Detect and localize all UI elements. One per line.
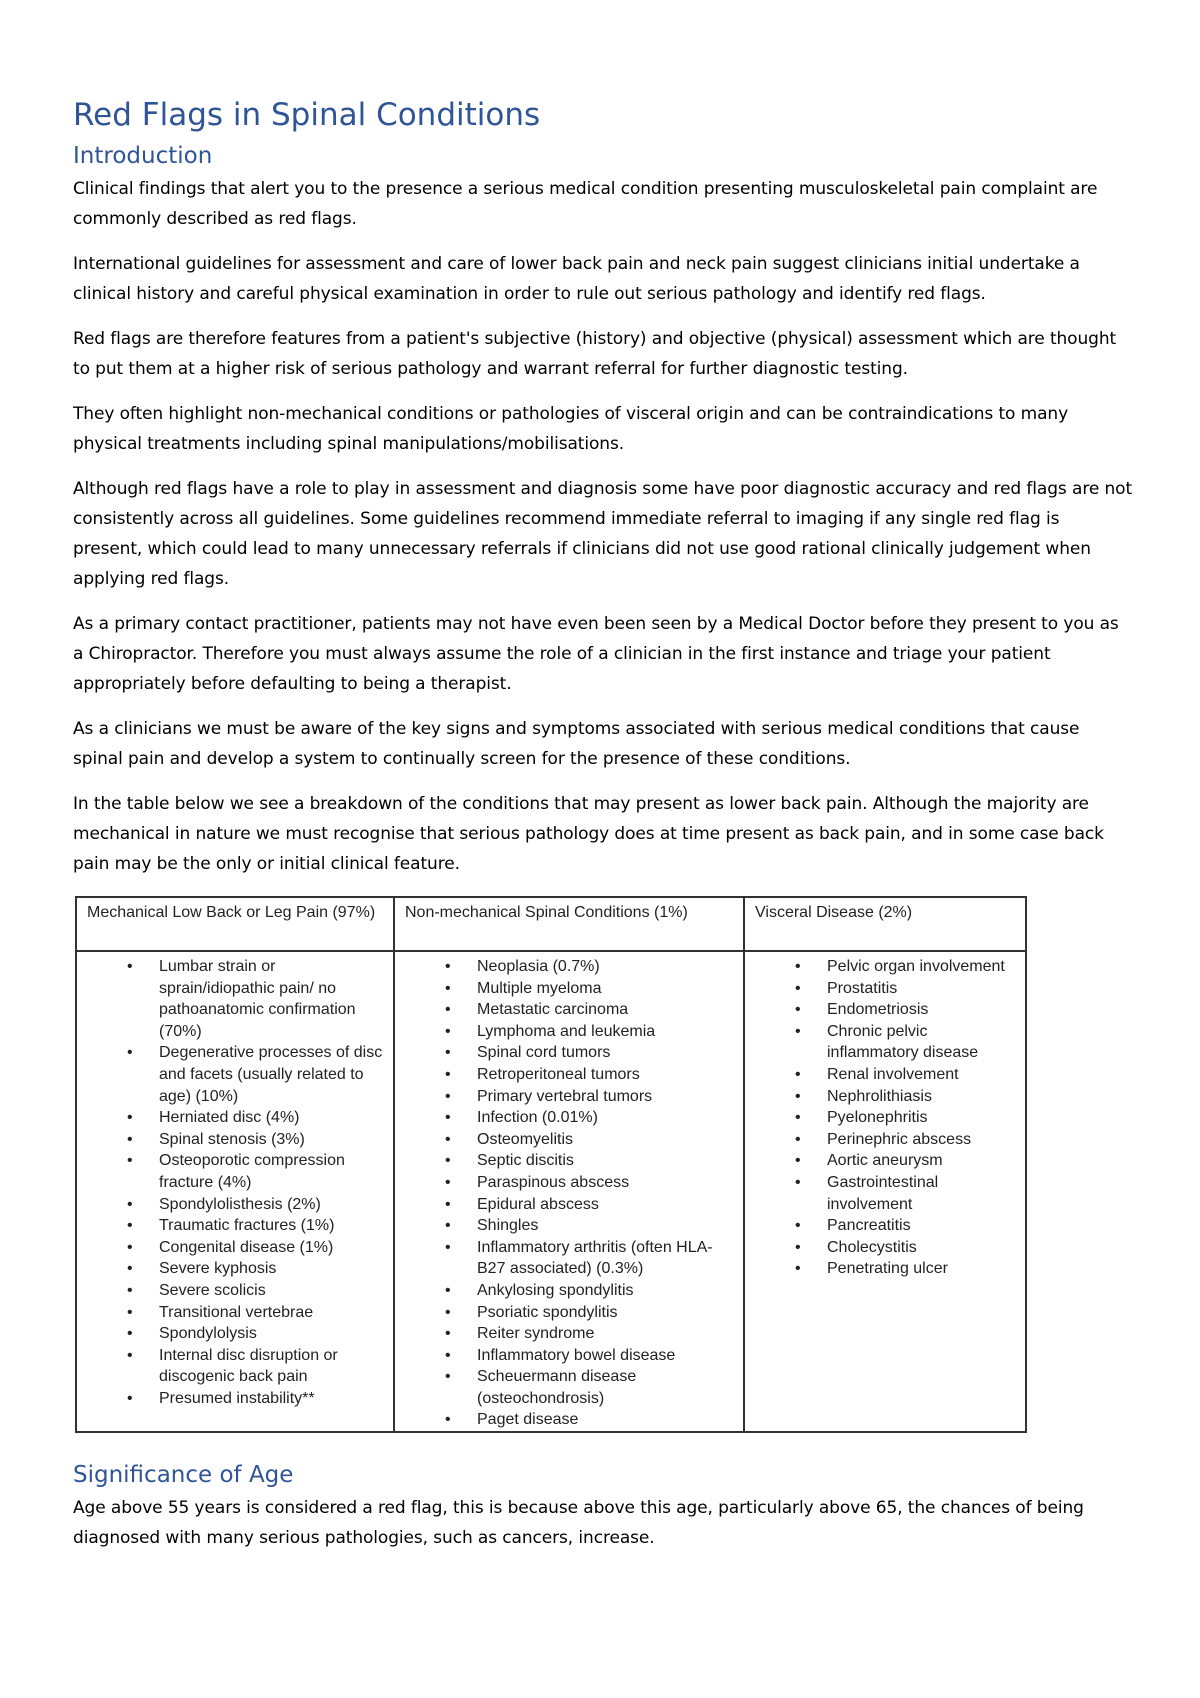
list-item: • Reiter syndrome bbox=[477, 1323, 737, 1345]
list-item: • Pancreatitis bbox=[827, 1215, 1019, 1237]
document-page bbox=[73, 92, 1133, 1568]
non-mechanical-cell bbox=[394, 951, 744, 1432]
introduction-heading: Introduction bbox=[73, 143, 213, 169]
table-header-visceral: Visceral Disease (2%) bbox=[744, 897, 1026, 951]
list-item: • Perinephric abscess bbox=[827, 1129, 1019, 1151]
list-item: • Internal disc disruption or discogenic back pain bbox=[159, 1345, 387, 1388]
list-item: • Chronic pelvic inflammatory disease bbox=[827, 1021, 1019, 1064]
list-item: • Traumatic fractures (1%) bbox=[159, 1215, 387, 1237]
list-item: • Prostatitis bbox=[827, 978, 1019, 1000]
paragraph: They often highlight non-mechanical conditions or pathologies of visceral origin and can be contraindications to many physical treatments including spinal manipulations/mobilisations. bbox=[73, 404, 1069, 454]
list-item: • Spinal stenosis (3%) bbox=[159, 1129, 387, 1151]
conditions-table bbox=[75, 896, 1027, 1433]
paragraph: Although red flags have a role to play in assessment and diagnosis some have poor diagnostic accuracy and red flags are not consistently across all guidelines. Some guidelines recommend immediate referral to imaging if any single red flag is present, which could lead to many unnecessary referrals if clinicians did not use good rational clinically judgement when applying red flags. bbox=[73, 479, 1133, 589]
list-item: • Osteoporotic compression fracture (4%) bbox=[159, 1150, 387, 1193]
list-item: • Septic discitis bbox=[477, 1150, 737, 1172]
list-item: • Severe kyphosis bbox=[159, 1258, 387, 1280]
list-item: • Severe scolicis bbox=[159, 1280, 387, 1302]
table-header-non-mechanical: Non-mechanical Spinal Conditions (1%) bbox=[394, 897, 744, 951]
list-item: • Scheuermann disease (osteochondrosis) bbox=[477, 1366, 737, 1409]
mechanical-cell bbox=[76, 951, 394, 1432]
list-item: • Spondylolysis bbox=[159, 1323, 387, 1345]
list-item: • Presumed instability** bbox=[159, 1388, 387, 1410]
list-item: • Psoriatic spondylitis bbox=[477, 1302, 737, 1324]
list-item: • Paget disease bbox=[477, 1409, 737, 1431]
list-item: • Primary vertebral tumors bbox=[477, 1086, 737, 1108]
list-item: • Multiple myeloma bbox=[477, 978, 737, 1000]
age-paragraph: Age above 55 years is considered a red flag, this is because above this age, particularly above 65, the chances of being diagnosed with many serious pathologies, such as cancers, increase. bbox=[73, 1498, 1084, 1549]
list-item: • Cholecystitis bbox=[827, 1237, 1019, 1259]
list-item: • Gastrointestinal involvement bbox=[827, 1172, 1019, 1215]
list-item: • Herniated disc (4%) bbox=[159, 1107, 387, 1129]
list-item: • Spondylolisthesis (2%) bbox=[159, 1194, 387, 1216]
list-item: • Renal involvement bbox=[827, 1064, 1019, 1086]
visceral-cell bbox=[744, 951, 1026, 1432]
list-item: • Spinal cord tumors bbox=[477, 1042, 737, 1064]
list-item: • Inflammatory bowel disease bbox=[477, 1345, 737, 1367]
list-item: • Lymphoma and leukemia bbox=[477, 1021, 737, 1043]
list-item: • Aortic aneurysm bbox=[827, 1150, 1019, 1172]
list-item: • Ankylosing spondylitis bbox=[477, 1280, 737, 1302]
list-item: • Penetrating ulcer bbox=[827, 1258, 1019, 1280]
list-item: • Inflammatory arthritis (often HLA-B27 associated) (0.3%) bbox=[477, 1237, 737, 1280]
paragraph: As a primary contact practitioner, patients may not have even been seen by a Medical Doctor before they present to you as a Chiropractor. Therefore you must always assume the role of a clinician in the first instance and triage your patient appropriately before defaulting to being a therapist. bbox=[73, 614, 1119, 694]
list-item: • Pelvic organ involvement bbox=[827, 956, 1019, 978]
table-header-mechanical: Mechanical Low Back or Leg Pain (97%) bbox=[76, 897, 394, 951]
list-item: • Nephrolithiasis bbox=[827, 1086, 1019, 1108]
list-item: • Congenital disease (1%) bbox=[159, 1237, 387, 1259]
mechanical-list bbox=[77, 956, 387, 1409]
list-item: • Paraspinous abscess bbox=[477, 1172, 737, 1194]
list-item: • Shingles bbox=[477, 1215, 737, 1237]
age-heading: Significance of Age bbox=[73, 1462, 294, 1489]
list-item: • Epidural abscess bbox=[477, 1194, 737, 1216]
list-item: • Pyelonephritis bbox=[827, 1107, 1019, 1129]
list-item: • Neoplasia (0.7%) bbox=[477, 956, 737, 978]
document-title: Red Flags in Spinal Conditions bbox=[73, 97, 541, 133]
list-item: • Retroperitoneal tumors bbox=[477, 1064, 737, 1086]
paragraph: In the table below we see a breakdown of the conditions that may present as lower back pain. Although the majority are mechanical in nature we must recognise that serious pathology does at time present as back pain, and in some case back pain may be the only or initial clinical feature. bbox=[73, 794, 1104, 874]
visceral-list bbox=[745, 956, 1019, 1280]
list-item: • Lumbar strain or sprain/idiopathic pain/ no pathoanatomic confirmation (70%) bbox=[159, 956, 387, 1042]
list-item: • Osteomyelitis bbox=[477, 1129, 737, 1151]
non-mechanical-list bbox=[395, 956, 737, 1431]
list-item: • Infection (0.01%) bbox=[477, 1107, 737, 1129]
list-item: • Metastatic carcinoma bbox=[477, 999, 737, 1021]
paragraph: As a clinicians we must be aware of the key signs and symptoms associated with serious medical conditions that cause spinal pain and develop a system to continually screen for the presence of these conditions. bbox=[73, 719, 1080, 769]
list-item: • Degenerative processes of disc and facets (usually related to age) (10%) bbox=[159, 1042, 387, 1107]
list-item: • Transitional vertebrae bbox=[159, 1302, 387, 1324]
list-item: • Endometriosis bbox=[827, 999, 1019, 1021]
paragraph: International guidelines for assessment and care of lower back pain and neck pain suggest clinicians initial undertake a clinical history and careful physical examination in order to rule out serious pathology and identify red flags. bbox=[73, 254, 1080, 304]
paragraph: Red flags are therefore features from a patient's subjective (history) and objective (physical) assessment which are thought to put them at a higher risk of serious pathology and warrant referral for further diagnostic testing. bbox=[73, 329, 1117, 379]
paragraph: Clinical findings that alert you to the presence a serious medical condition presenting musculoskeletal pain complaint are commonly described as red flags. bbox=[73, 179, 1098, 229]
